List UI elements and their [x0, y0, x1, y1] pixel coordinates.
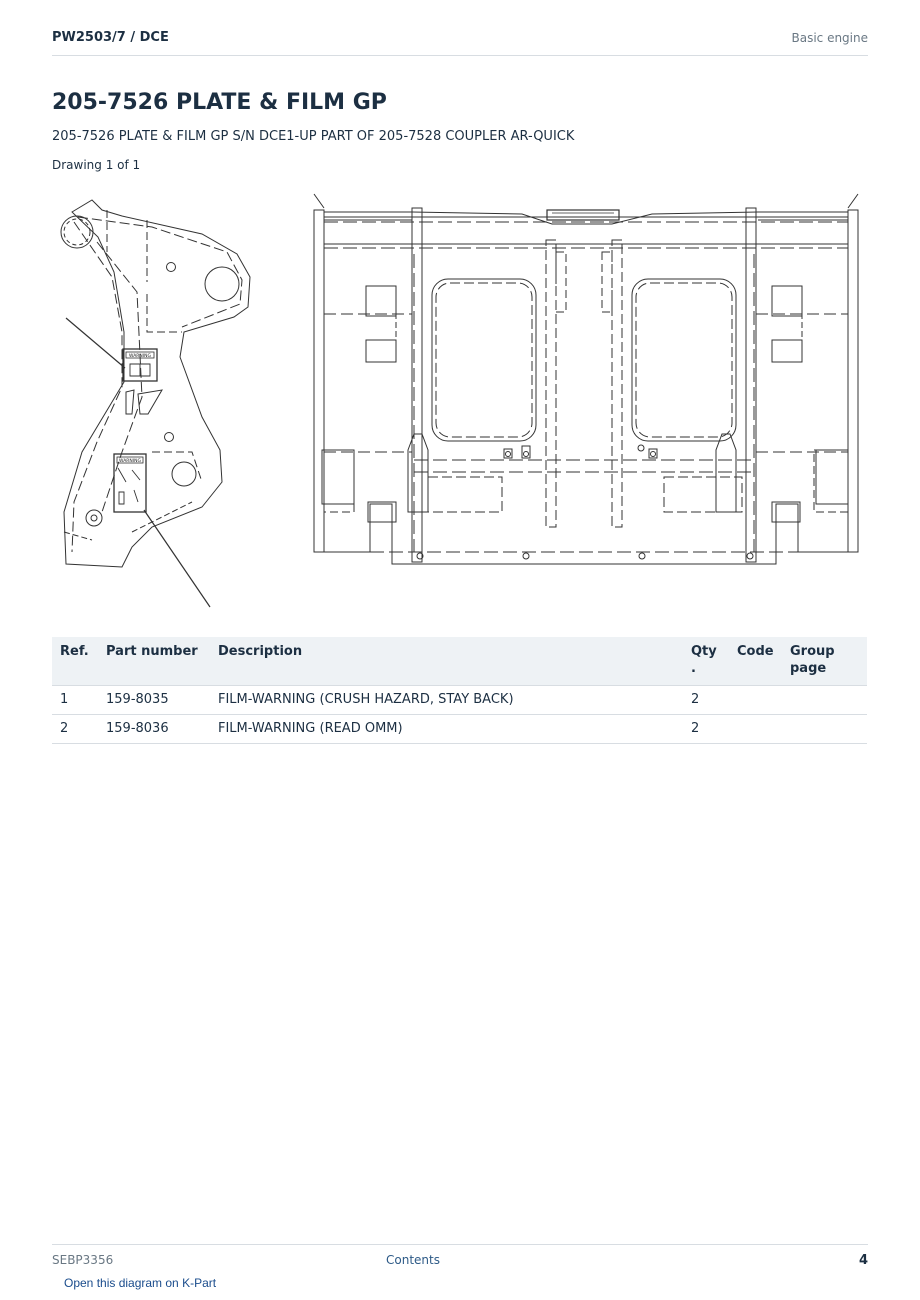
col-description: Description [210, 637, 683, 686]
col-code: Code [729, 637, 782, 686]
col-ref: Ref. [52, 637, 98, 686]
col-qty: Qty . [683, 637, 729, 686]
col-group-page: Group page [782, 637, 867, 686]
page-title: 205-7526 PLATE & FILM GP [52, 90, 387, 115]
cell-qty: 2 [683, 715, 729, 744]
section-name: Basic engine [791, 31, 868, 45]
table-row [52, 686, 867, 715]
cell-description: FILM-WARNING (READ OMM) [210, 715, 683, 744]
cell-part-number: 159-8035 [98, 686, 210, 715]
cell-code [729, 715, 782, 744]
page-header [52, 28, 868, 56]
cell-ref: 1 [52, 686, 98, 715]
parts-table [52, 637, 867, 744]
cell-code [729, 686, 782, 715]
cell-group-page [782, 686, 867, 715]
document-id: PW2503/7 / DCE [52, 30, 169, 45]
page-subtitle: 205-7526 PLATE & FILM GP S/N DCE1-UP PART OF 205-7528 COUPLER AR-QUICK [52, 129, 575, 144]
table-header-row [52, 637, 867, 686]
decal-2-warning-text: WARNING [119, 459, 141, 464]
cell-qty: 2 [683, 686, 729, 715]
cell-description: FILM-WARNING (CRUSH HAZARD, STAY BACK) [210, 686, 683, 715]
open-kpart-link[interactable]: Open this diagram on K-Part [64, 1276, 217, 1290]
side-view [61, 200, 250, 607]
drawing-label: Drawing 1 of 1 [52, 158, 141, 172]
contents-link[interactable]: Contents [386, 1253, 440, 1267]
page-footer [52, 1244, 868, 1274]
decal-1-warning-text: WARNING [129, 354, 151, 359]
table-row [52, 715, 867, 744]
front-view [314, 194, 858, 564]
col-part-number: Part number [98, 637, 210, 686]
cell-group-page [782, 715, 867, 744]
cell-ref: 2 [52, 715, 98, 744]
parts-drawing [52, 182, 868, 612]
page-number: 4 [858, 1253, 868, 1268]
cell-part-number: 159-8036 [98, 715, 210, 744]
document-code: SEBP3356 [52, 1253, 114, 1267]
